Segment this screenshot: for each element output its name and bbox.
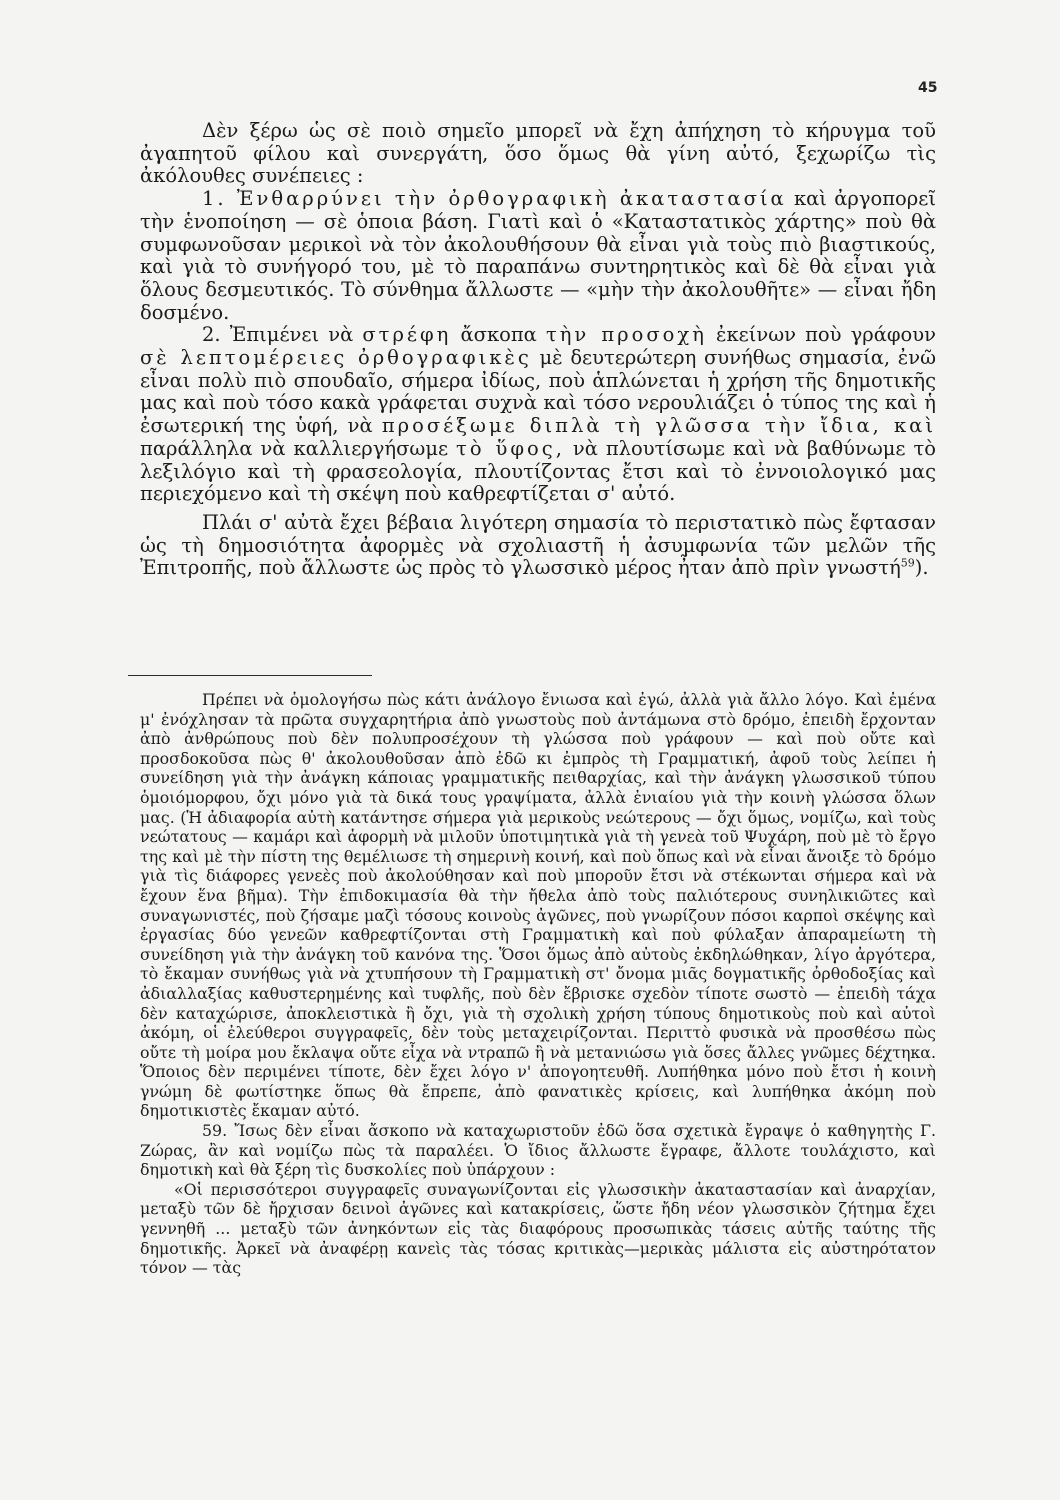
point-1-text: καὶ ἀργοπορεῖ τὴν ἑνοποίηση — σὲ ὁποια βάση. Γιατὶ καὶ ὁ «Καταστατικὸς χάρτης» ποὺ θὰ συμφωνοῦσαν μερικοὶ νὰ τὸν ἀκολουθήσουν θὰ εἶναι γιὰ τοὺς πιὸ βιαστικούς, καὶ γιὰ τὸ συνήγορό του, μὲ τὸ παραπάνω συντηρητικὸς καὶ δὲ θὰ εἶναι γιὰ ὅλους δεσμευτικός. Τὸ σύνθημα ἄλλωστε — «μὴν τὴν ἀκολουθῆτε» — εἶναι ἤδη δοσμένο. bbox=[140, 187, 936, 324]
point-2-text: νὰ πλουτίσωμε καὶ νὰ βαθύνωμε τὸ λεξιλόγιο καὶ τὴ φρασεολογία, πλουτίζοντας ἔτσι καὶ τὸ ἐννοιολογικό μας περιεχόμενο καὶ τὴ σκέψη ποὺ καθρεφτίζεται σ' αὐτό. bbox=[140, 436, 936, 506]
footnote-continuation: Πρέπει νὰ ὁμολογήσω πὼς κάτι ἀνάλογο ἔνιωσα καὶ ἐγώ, ἀλλὰ γιὰ ἄλλο λόγο. Καὶ ἐμένα μ' ἐνόχλησαν τὰ πρῶτα συγχαρητήρια ἀπὸ γνωστοὺς ποὺ ἀντάμωνα στὸ δρόμο, ἐπειδὴ ἔρχονταν ἀπὸ ἀνθρώπους ποὺ δὲν πολυπροσέχουν τὴ γλώσσα ποὺ γράφουν — καὶ ποὺ οὔτε καὶ προσδοκοῦσα πὼς θ' ἀκολουθοῦσαν ἀπὸ ἐδῶ κι ἐμπρὸς τὴ Γραμματική, ἀφοῦ τοὺς λείπει ἡ συνείδηση γιὰ τὴν ἀνάγκη κάποιας γραμματικῆς πειθαρχίας, καὶ τὴν ἀνάγκη γλωσσικοῦ τύπου ὁμοιόμορφου, ὄχι μόνο γιὰ τὰ δικά τους γραψίματα, ἀλλὰ ἑνιαίου γιὰ τὴν κοινὴ γλώσσα ὅλων μας. (Ἡ ἀδιαφορία αὐτὴ κατάντησε σήμερα γιὰ μερικοὺς νεώτερους — ὄχι ὅμως, νομίζω, καὶ τοὺς νεώτατους — καμάρι καὶ ἀφορμὴ νὰ μιλοῦν ὑποτιμητικὰ γιὰ τὴ γενεὰ τοῦ Ψυχάρη, ποὺ μὲ τὸ ἔργο της καὶ μὲ τὴν πίστη της θεμέλιωσε τὴ σημερινὴ κοινή, καὶ ποὺ ὅπως καὶ νὰ εἶναι ἄνοιξε τὸ δρόμο γιὰ τὶς διάφορες γενεὲς ποὺ ἀκολούθησαν καὶ ποὺ μποροῦν ἔτσι νὰ στέκωνται σήμερα καὶ νὰ ἔχουν ἕνα βῆμα). Τὴν ἐπιδοκιμασία θὰ τὴν ἤθελα ἀπὸ τοὺς παλιότερους συνηλικιῶτες καὶ συναγωνιστές, ποὺ ζήσαμε μαζὶ τόσους κοινοὺς ἀγῶνες, ποὺ γνωρίζουν πόσοι καρποὶ σκέψης καὶ ἐργασίας δύο γενεῶν καθρεφτίζονται στὴ Γραμματικὴ καὶ ποὺ φύλαξαν ἀπαραμείωτη τὴ συνείδηση γιὰ τὴν ἀνάγκη τοῦ κανόνα της. Ὅσοι ὅμως ἀπὸ αὐτοὺς ἐκδηλώθηκαν, λίγο ἀργότερα, τὸ ἔκαμαν συνήθως γιὰ νὰ χτυπήσουν τὴ Γραμματικὴ στ' ὄνομα μιᾶς δογματικῆς ὀρθοδοξίας καὶ ἀδιαλλαξίας καθυστερημένης καὶ τυφλῆς, ποὺ δὲν ἔβρισκε σχεδὸν τίποτε σωστὸ — ἐπειδὴ τάχα δὲν καταχώρισε, ἀποκλειστικὰ ἢ ὄχι, γιὰ τὴ σχολικὴ χρήση τύπους δημοτικοὺς ποὺ καὶ αὐτοὶ ἀκόμη, οἱ ἐλεύθεροι συγγραφεῖς, δὲν τοὺς μεταχειρίζονται. Περιττὸ φυσικὰ νὰ προσθέσω πὼς οὔτε τὴ μοίρα μου ἔκλαψα οὔτε εἶχα νὰ ντραπῶ ἢ νὰ μετανιώσω γιὰ ὅσες ἄλλες γνῶμες δέχτηκα. Ὅποιος δὲν περιμένει τίποτε, δὲν ἔχει λόγο ν' ἀπογοητευθῆ. Λυπήθηκα μόνο ποὺ ἔτσι ἡ κοινὴ γνώμη δὲ φωτίστηκε ὅπως θὰ ἔπρεπε, ἀπὸ φανατικὲς κρίσεις, καὶ λυπήθηκα ἀκόμη ποὺ δημοτικιστὲς ἔκαμαν αὐτό. bbox=[140, 690, 936, 1121]
spaced-phrase: προσέξωμε διπλὰ τὴ γλῶσσα τὴν ἴδια, καὶ bbox=[381, 414, 936, 438]
footnote-reference: 59 bbox=[900, 556, 915, 570]
spaced-phrase: τὸ ὕφος, bbox=[456, 436, 565, 460]
footnote-quote: «Οἱ περισσότεροι συγγραφεῖς συναγωνίζονται εἰς γλωσσικὴν ἀκαταστασίαν καὶ ἀναρχίαν, μεταξὺ τῶν δὲ ἤρχισαν δεινοὶ ἀγῶνες καὶ κατακρίσεις, ὥστε ἤδη νέον γλωσσικὸν ζήτημα ἔχει γεννηθῆ ... μεταξὺ τῶν ἀνηκόντων εἰς τὰς διαφόρους προσωπικὰς τάσεις αὐτῆς ταύτης τῆς δημοτικῆς. Ἀρκεῖ νὰ ἀναφέρῃ κανεὶς τὰς τόσας κριτικὰς—μερικὰς μάλιστα εἰς αὐστηρότατον τόνον — τὰς bbox=[140, 1179, 936, 1278]
closing-paragraph bbox=[140, 512, 936, 580]
point-2-text: μὲ δευτερώτερη συνήθως σημασία, ἐνῶ εἶναι πολὺ πιὸ σπουδαῖο, σήμερα ἰδίως, ποὺ ἁπλώνεται ἡ χρήση τῆς δημοτικῆς μας καὶ ποὺ τόσο κακὰ γράφεται συχνὰ καὶ τόσο νερουλιάζει ὁ τύπος της καὶ ἡ ἐσωτερική της ὑφή, νὰ bbox=[140, 346, 936, 438]
closing-end: ). bbox=[914, 556, 929, 580]
point-1-lead: 1. Ἐνθαρρύνει τὴν ὀρθογραφικὴ ἀκαταστασία bbox=[202, 187, 787, 211]
point-2-text: ἐκείνων ποὺ γράφουν bbox=[706, 323, 936, 347]
closing-text: Πλάι σ' αὐτὰ ἔχει βέβαια λιγότερη σημασία τὸ περιστατικὸ πὼς ἔφτασαν ὡς τὴ δημοσιότητα ἀφορμὲς νὰ σχολιαστῆ ἡ ἀσυμφωνία τῶν μελῶν τῆς Ἐπιτροπῆς, ποὺ ἄλλωστε ὡς πρὸς τὸ γλωσσικὸ μέρος ἦταν ἀπὸ πρὶν γνωστή bbox=[140, 510, 936, 580]
footnote-divider bbox=[128, 675, 372, 676]
footnotes bbox=[140, 690, 936, 1278]
point-2-text: ἄσκοπα bbox=[451, 323, 546, 347]
point-2-paragraph bbox=[140, 324, 936, 506]
point-2-text: παράλληλα νὰ καλλιεργήσωμε bbox=[140, 436, 457, 460]
point-1-paragraph bbox=[140, 188, 936, 324]
footnote-59: 59. Ἴσως δὲν εἶναι ἄσκοπο νὰ καταχωριστοῦν ἐδῶ ὅσα σχετικὰ ἔγραψε ὁ καθηγητὴς Γ. Ζώρας, ἂν καὶ νομίζω πὼς τὰ παραλέει. Ὁ ἴδιος ἄλλωστε ἔγραφε, ἄλλοτε τουλάχιστο, καὶ δημοτικὴ καὶ θὰ ξέρη τὶς δυσκολίες ποὺ ὑπάρχουν : bbox=[140, 1121, 936, 1180]
intro-paragraph: Δὲν ξέρω ὡς σὲ ποιὸ σημεῖο μπορεῖ νὰ ἔχη ἀπήχηση τὸ κήρυγμα τοῦ ἀγαπητοῦ φίλου καὶ συνεργάτη, ὅσο ὅμως θὰ γίνη αὐτό, ξεχωρίζω τὶς ἀκόλουθες συνέπειες : bbox=[140, 119, 936, 188]
spaced-phrase: σὲ λεπτομέρειες ὀρθογραφικὲς bbox=[140, 346, 532, 370]
point-2-lead: 2. Ἐπιμένει νὰ bbox=[202, 323, 363, 347]
spaced-phrase: στρέφη bbox=[362, 323, 452, 347]
main-text bbox=[140, 120, 936, 580]
page-number: 45 bbox=[918, 80, 938, 96]
spaced-phrase: τὴν προσοχὴ bbox=[545, 323, 707, 347]
